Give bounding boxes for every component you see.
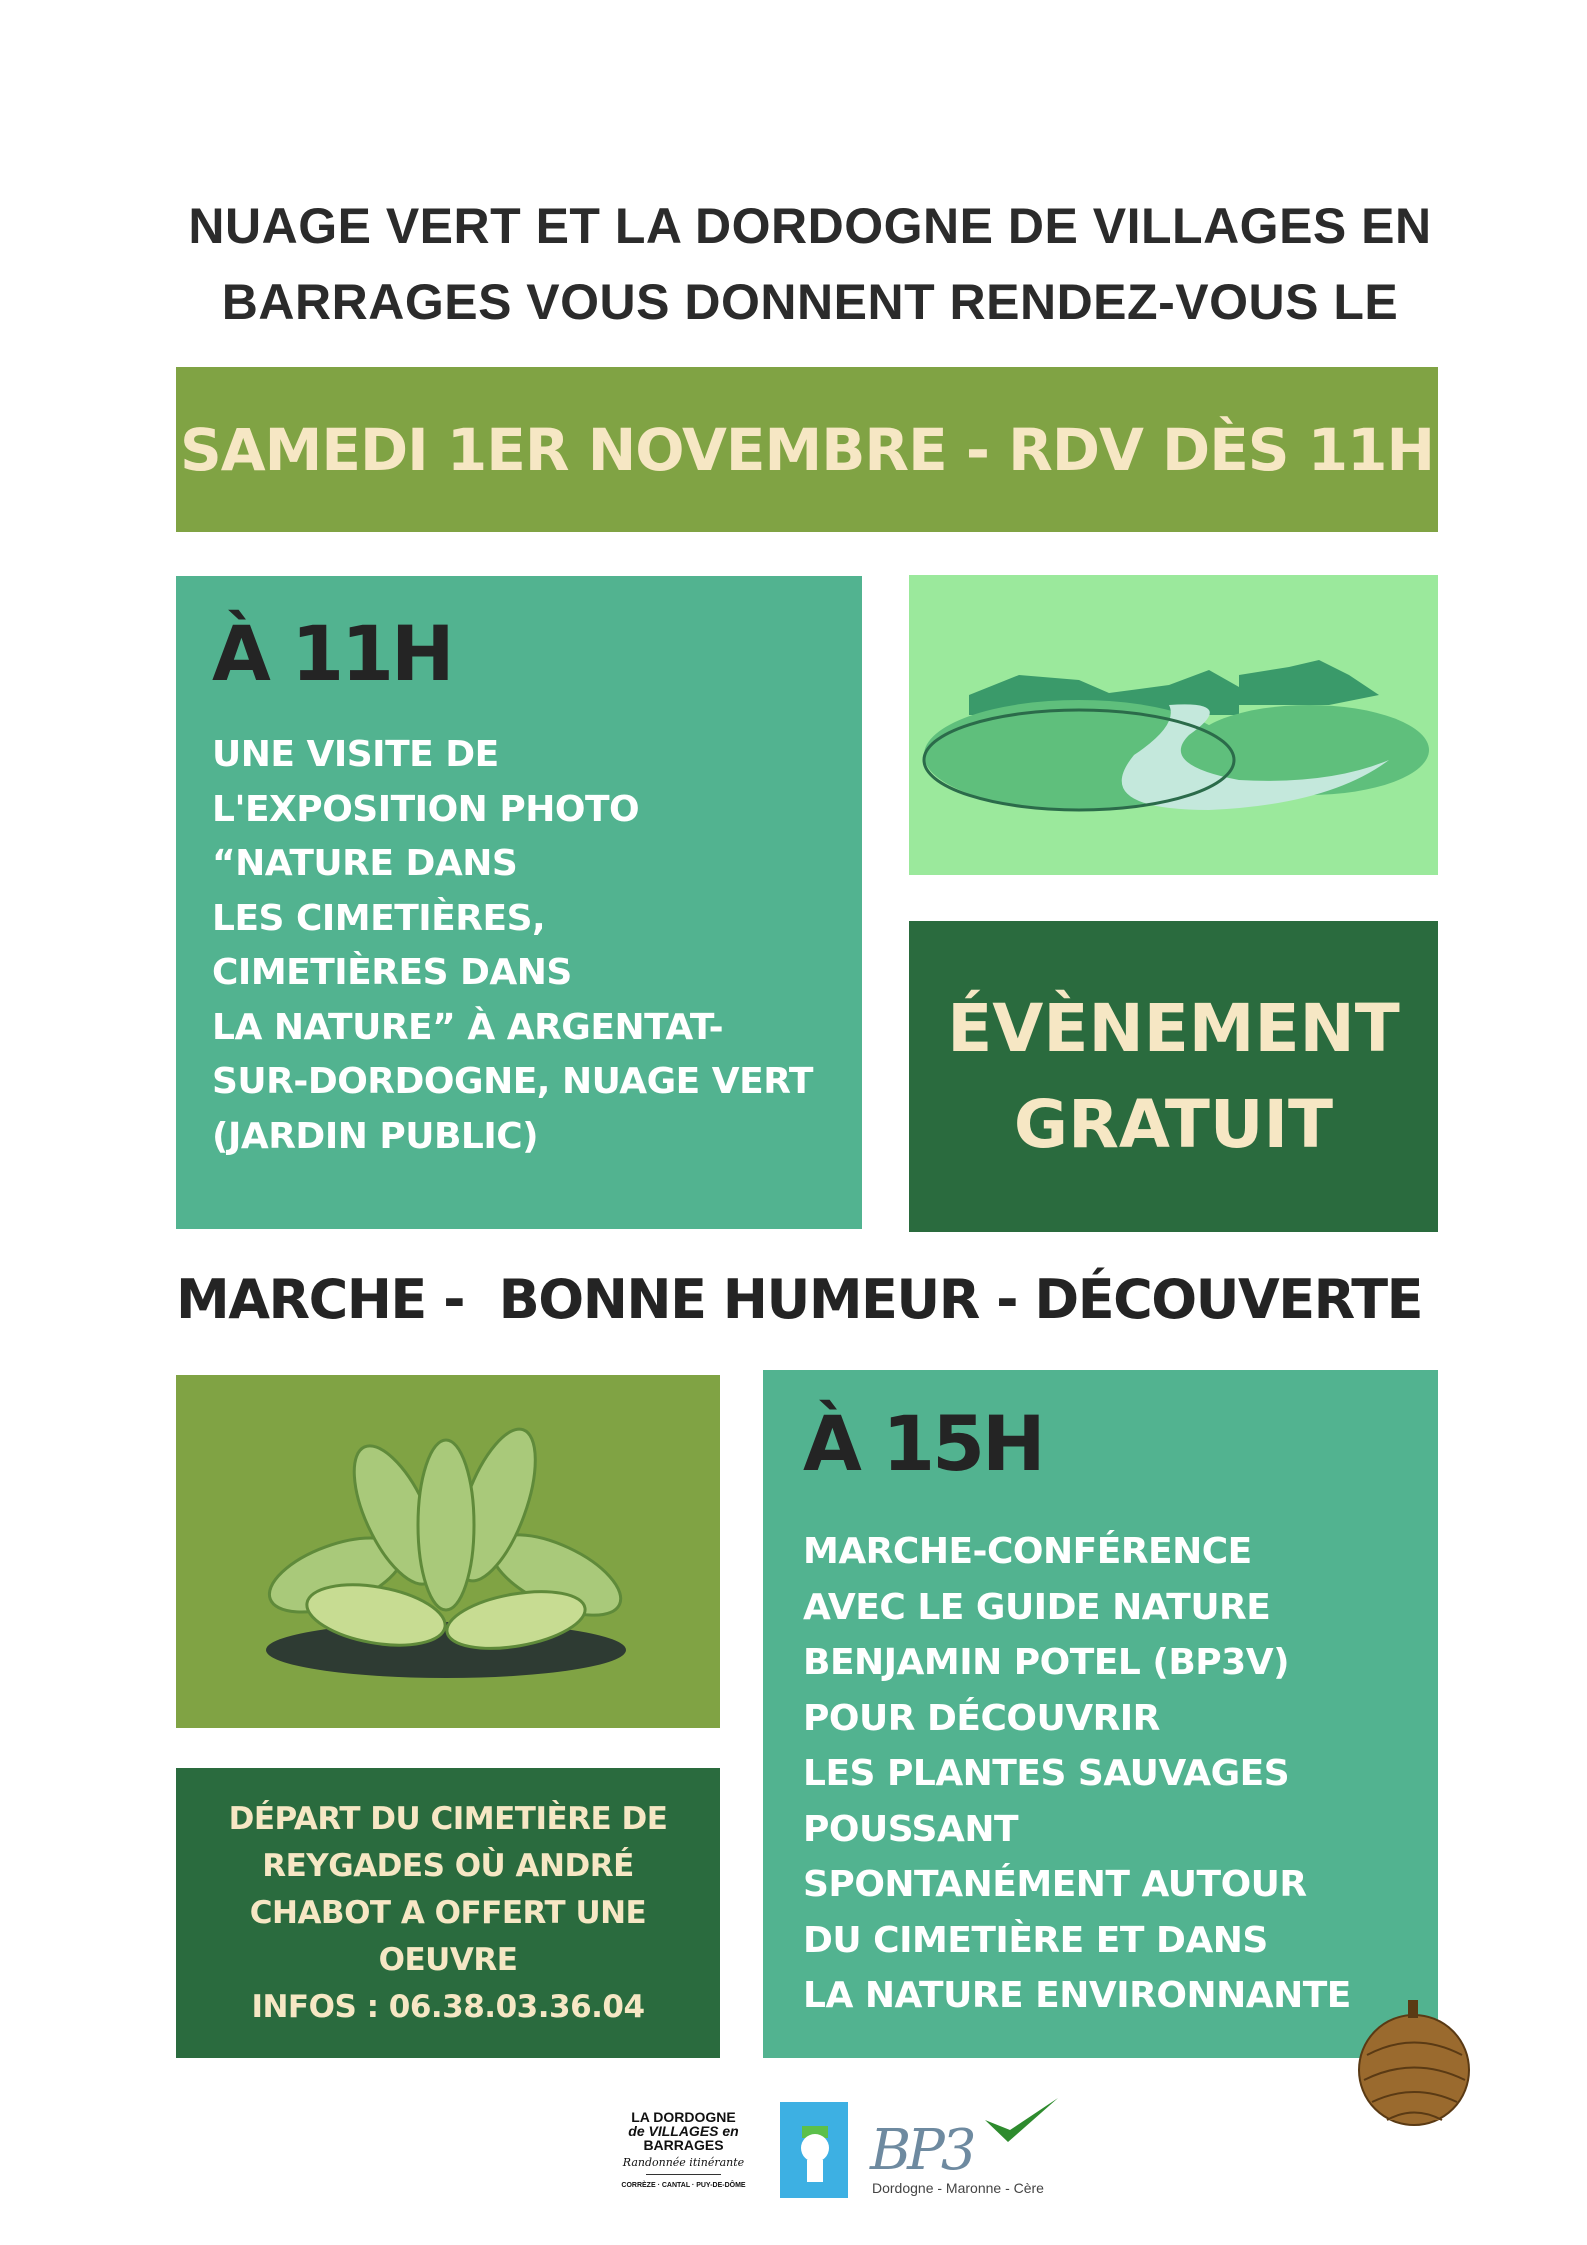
- departure-line: CHABOT A OFFERT UNE: [249, 1894, 647, 1931]
- afternoon-time: À 15H: [803, 1399, 1043, 1488]
- free-line-2: GRATUIT: [1013, 1085, 1334, 1163]
- partner-logos: [600, 2090, 1100, 2210]
- free-event-badge: [909, 921, 1438, 1232]
- intro-line-2: BARRAGES VOUS DONNENT RENDEZ-VOUS LE: [221, 274, 1399, 330]
- logo-text: CORRÈZE · CANTAL · PUY-DE-DÔME: [621, 2182, 746, 2189]
- plant-illustration: [176, 1375, 720, 1728]
- free-line-1: ÉVÈNEMENT: [947, 989, 1400, 1067]
- logo-text: Randonnée itinérante: [622, 2156, 745, 2169]
- logo-text: de VILLAGES en: [628, 2123, 739, 2139]
- afternoon-description: MARCHE-CONFÉRENCE AVEC LE GUIDE NATURE BENJAMIN POTEL (BP3V) POUR DÉCOUVRIR LES PLANTES SAUVAGES POUSSANT SPONTANÉMENT AUTOUR DU CIMETIÈRE ET DANS LA NATURE ENVIRONNANTE: [803, 1531, 1351, 2016]
- bp3v-subtitle: Dordogne - Maronne - Cère: [872, 2180, 1044, 2196]
- tagline: MARCHE - BONNE HUMEUR - DÉCOUVERTE: [176, 1268, 1423, 1331]
- logo-text: LA DORDOGNE: [631, 2109, 736, 2125]
- departure-line: REYGADES OÙ ANDRÉ: [262, 1847, 634, 1884]
- morning-panel: [176, 576, 862, 1229]
- departure-line: DÉPART DU CIMETIÈRE DE: [228, 1800, 668, 1837]
- morning-description: UNE VISITE DE L'EXPOSITION PHOTO “NATURE DANS LES CIMETIÈRES, CIMETIÈRES DANS LA NATURE” À ARGENTAT- SUR-DORDOGNE, NUAGE VERT (JARDIN PUBLIC): [212, 734, 813, 1157]
- landscape-illustration: [909, 575, 1438, 875]
- departure-line: OEUVRE: [378, 1941, 518, 1978]
- date-banner: SAMEDI 1ER NOVEMBRE - RDV DÈS 11H: [176, 367, 1438, 532]
- departure-info: [176, 1768, 720, 2058]
- pine-cone-icon: [1352, 2000, 1477, 2140]
- villages-en-barrages-logo: [616, 2110, 751, 2193]
- morning-time: À 11H: [212, 609, 452, 698]
- nuage-vert-logo: [780, 2102, 848, 2198]
- bp3v-logo: [870, 2090, 1090, 2210]
- phone-info: INFOS : 06.38.03.36.04: [251, 1988, 645, 2025]
- logo-text: BARRAGES: [643, 2137, 724, 2153]
- intro-line-1: NUAGE VERT ET LA DORDOGNE DE VILLAGES EN: [188, 198, 1432, 254]
- bp3v-mark: BP3: [870, 2118, 973, 2183]
- afternoon-panel: [763, 1370, 1438, 2058]
- intro-heading: [150, 188, 1470, 340]
